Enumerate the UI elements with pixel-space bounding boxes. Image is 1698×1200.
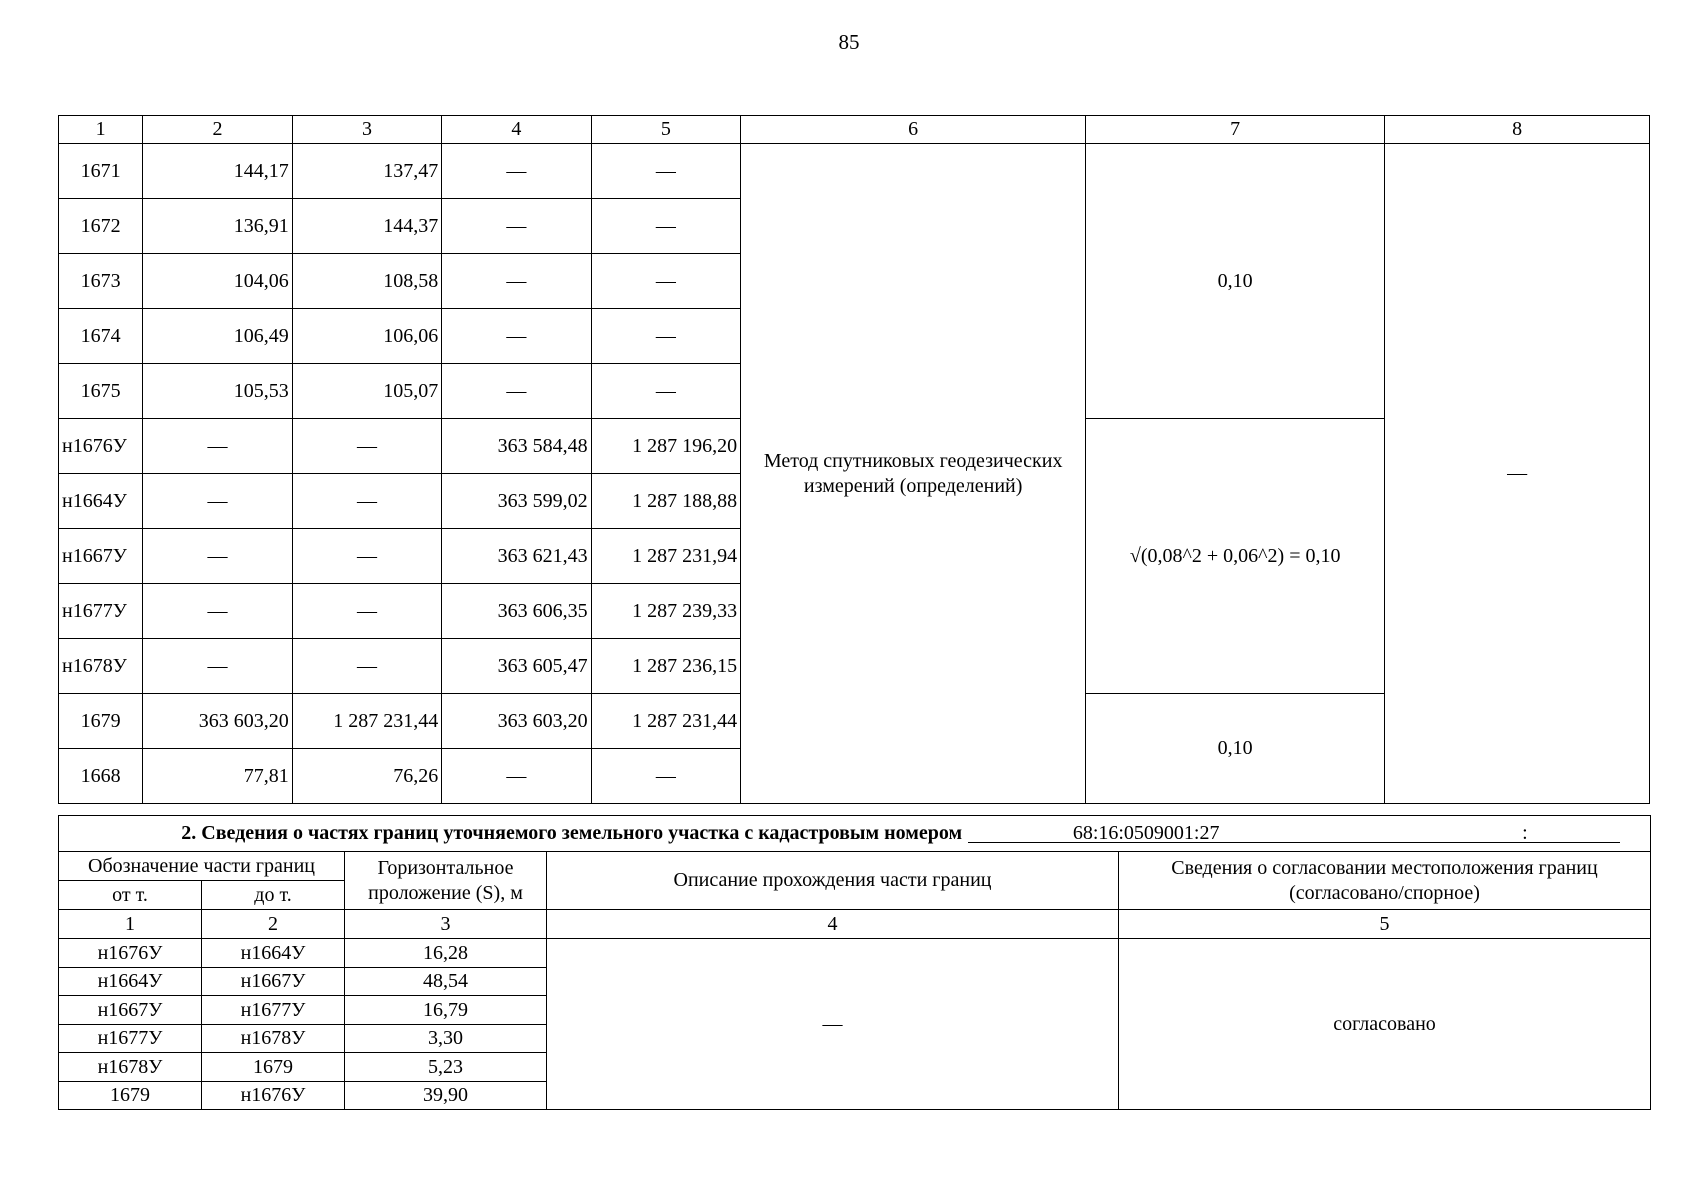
cell-value: — xyxy=(143,419,292,474)
from-point: н1676У xyxy=(59,939,202,968)
cadastral-number: 68:16:0509001:27 xyxy=(1072,822,1220,844)
description-value: — xyxy=(547,939,1119,1110)
cell-value: — xyxy=(292,639,441,694)
cell-value: 1 287 231,44 xyxy=(591,694,740,749)
cell-value: 106,49 xyxy=(143,309,292,364)
section-title-row xyxy=(59,816,1651,852)
boundary-parts-table xyxy=(58,815,1651,1110)
table-row xyxy=(59,144,1650,199)
point-id: н1678У xyxy=(59,639,143,694)
cell-value: 136,91 xyxy=(143,199,292,254)
cell-value: — xyxy=(292,474,441,529)
to-point: н1667У xyxy=(202,967,345,996)
header-cell: 5 xyxy=(591,116,740,144)
table-row xyxy=(59,939,1651,968)
method-cell: Метод спутниковых геодезических измерений (определений) xyxy=(741,144,1086,804)
column-numbers-row xyxy=(59,910,1651,939)
from-point: н1677У xyxy=(59,1024,202,1053)
cell-value: 144,17 xyxy=(143,144,292,199)
designation-header: Обозначение части границ xyxy=(59,852,345,881)
to-header: до т. xyxy=(202,881,345,910)
cell-value: 105,53 xyxy=(143,364,292,419)
header-cell: 4 xyxy=(442,116,591,144)
cell-value: 1 287 231,44 xyxy=(292,694,441,749)
header-cell: 3 xyxy=(292,116,441,144)
cell-value: 106,06 xyxy=(292,309,441,364)
header-cell: 1 xyxy=(59,116,143,144)
horizontal-header: Горизонтальное проложение (S), м xyxy=(345,852,547,910)
cell-value: — xyxy=(143,474,292,529)
cell-value: 108,58 xyxy=(292,254,441,309)
to-point: 1679 xyxy=(202,1053,345,1082)
from-point: н1678У xyxy=(59,1053,202,1082)
horizontal-value: 5,23 xyxy=(345,1053,547,1082)
cell-value: — xyxy=(442,144,591,199)
from-point: 1679 xyxy=(59,1081,202,1110)
description-header: Описание прохождения части границ xyxy=(547,852,1119,910)
cell-value: — xyxy=(442,254,591,309)
accuracy-cell: 0,10 xyxy=(1086,694,1385,804)
cell-value: — xyxy=(143,529,292,584)
cell-value: 363 599,02 xyxy=(442,474,591,529)
page-number: 85 xyxy=(838,30,860,54)
cell-value: — xyxy=(442,199,591,254)
cell-value: — xyxy=(143,639,292,694)
coordinates-table xyxy=(58,115,1650,804)
header-row xyxy=(59,852,1651,881)
cell-value: 363 621,43 xyxy=(442,529,591,584)
accuracy-cell: √(0,08^2 + 0,06^2) = 0,10 xyxy=(1086,419,1385,694)
from-point: н1667У xyxy=(59,996,202,1025)
horizontal-value: 16,28 xyxy=(345,939,547,968)
cell-value: — xyxy=(442,309,591,364)
point-id: н1676У xyxy=(59,419,143,474)
point-id: 1674 xyxy=(59,309,143,364)
to-point: н1664У xyxy=(202,939,345,968)
header-cell: 6 xyxy=(741,116,1086,144)
cell-value: — xyxy=(591,364,740,419)
section-colon: : xyxy=(1522,822,1528,844)
cell-value: 76,26 xyxy=(292,749,441,804)
cell-value: — xyxy=(292,584,441,639)
cell-value: 363 603,20 xyxy=(442,694,591,749)
cell-value: 363 603,20 xyxy=(143,694,292,749)
header-cell: 2 xyxy=(143,116,292,144)
point-id: 1675 xyxy=(59,364,143,419)
point-id: н1664У xyxy=(59,474,143,529)
cell-value: — xyxy=(591,309,740,364)
column-number: 2 xyxy=(202,910,345,939)
cell-value: — xyxy=(292,529,441,584)
cell-value: — xyxy=(591,254,740,309)
point-id: 1673 xyxy=(59,254,143,309)
cell-value: — xyxy=(591,144,740,199)
cell-value: — xyxy=(292,419,441,474)
cell-value: — xyxy=(442,749,591,804)
to-point: н1678У xyxy=(202,1024,345,1053)
cell-value: — xyxy=(591,749,740,804)
point-id: н1677У xyxy=(59,584,143,639)
cell-value: 363 605,47 xyxy=(442,639,591,694)
section-title xyxy=(59,816,1651,852)
cell-value: 363 584,48 xyxy=(442,419,591,474)
cell-value: 105,07 xyxy=(292,364,441,419)
agreement-header: Сведения о согласовании местоположения границ (согласовано/спорное) xyxy=(1119,852,1651,910)
horizontal-value: 3,30 xyxy=(345,1024,547,1053)
cell-value: — xyxy=(591,199,740,254)
header-cell: 7 xyxy=(1086,116,1385,144)
horizontal-value: 48,54 xyxy=(345,967,547,996)
cell-value: 1 287 188,88 xyxy=(591,474,740,529)
cell-value: 1 287 196,20 xyxy=(591,419,740,474)
accuracy-cell: 0,10 xyxy=(1086,144,1385,419)
col8-cell: — xyxy=(1385,144,1650,804)
cell-value: 144,37 xyxy=(292,199,441,254)
column-number: 1 xyxy=(59,910,202,939)
from-header: от т. xyxy=(59,881,202,910)
cell-value: — xyxy=(442,364,591,419)
horizontal-value: 16,79 xyxy=(345,996,547,1025)
column-number: 3 xyxy=(345,910,547,939)
cadastral-underline xyxy=(968,842,1620,843)
cell-value: 1 287 239,33 xyxy=(591,584,740,639)
cell-value: 77,81 xyxy=(143,749,292,804)
section-title-text: 2. Сведения о частях границ уточняемого земельного участка с кадастровым номером xyxy=(181,822,963,844)
cell-value: 1 287 231,94 xyxy=(591,529,740,584)
point-id: 1679 xyxy=(59,694,143,749)
column-number: 5 xyxy=(1119,910,1651,939)
agreement-value: согласовано xyxy=(1119,939,1651,1110)
cell-value: 104,06 xyxy=(143,254,292,309)
table-header-row xyxy=(59,116,1650,144)
cell-value: 363 606,35 xyxy=(442,584,591,639)
point-id: 1671 xyxy=(59,144,143,199)
column-number: 4 xyxy=(547,910,1119,939)
to-point: н1677У xyxy=(202,996,345,1025)
cell-value: 137,47 xyxy=(292,144,441,199)
to-point: н1676У xyxy=(202,1081,345,1110)
cell-value: — xyxy=(143,584,292,639)
from-point: н1664У xyxy=(59,967,202,996)
horizontal-value: 39,90 xyxy=(345,1081,547,1110)
header-cell: 8 xyxy=(1385,116,1650,144)
point-id: 1672 xyxy=(59,199,143,254)
point-id: 1668 xyxy=(59,749,143,804)
cell-value: 1 287 236,15 xyxy=(591,639,740,694)
point-id: н1667У xyxy=(59,529,143,584)
